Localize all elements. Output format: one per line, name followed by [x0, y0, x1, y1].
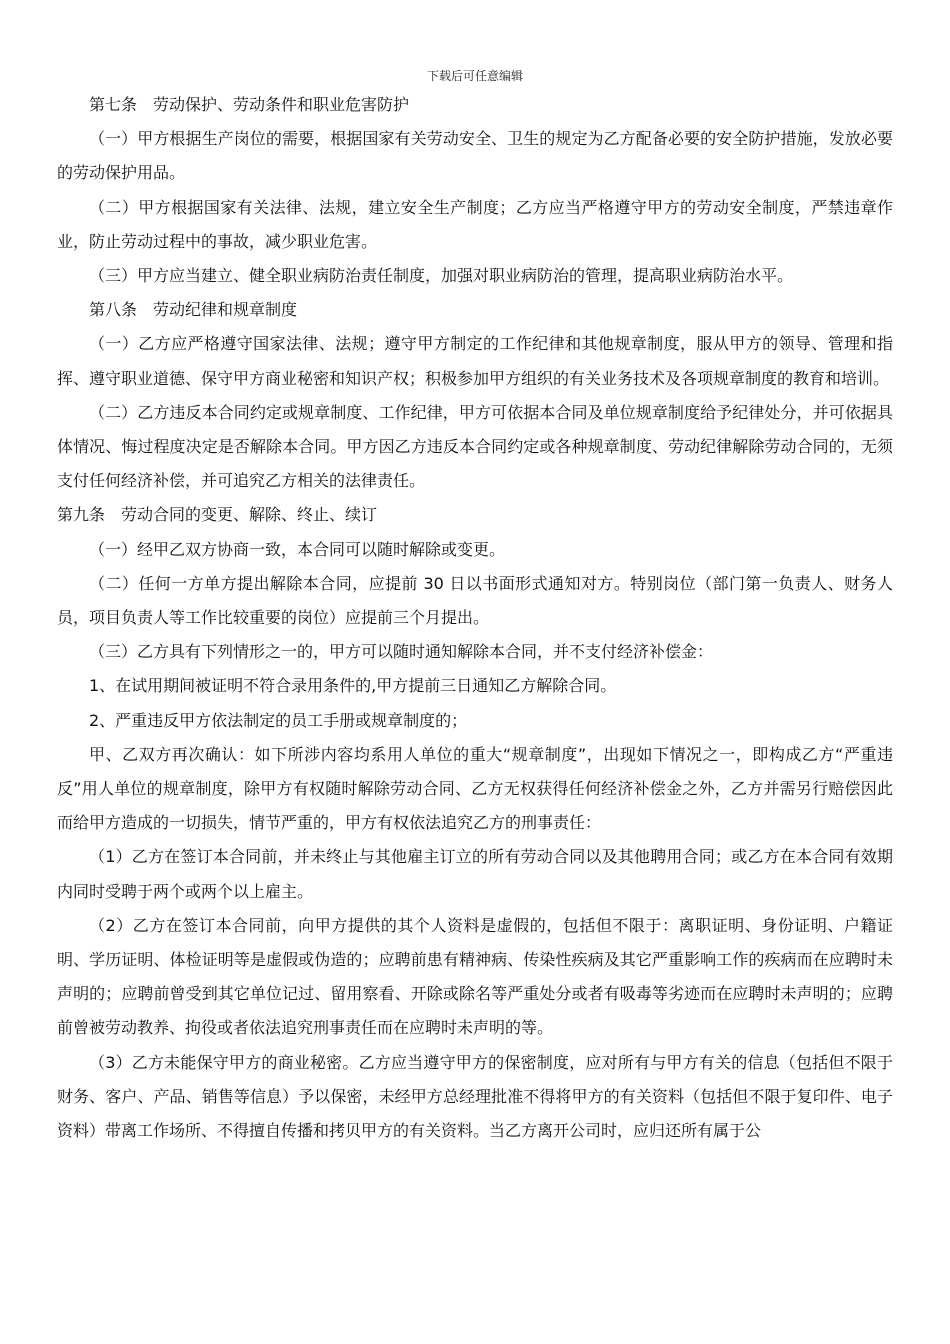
paragraph: （三）甲方应当建立、健全职业病防治责任制度，加强对职业病防治的管理，提高职业病防治水平。	[89, 266, 794, 286]
paragraph: （一）乙方应严格遵守国家法律、法规；遵守甲方制定的工作纪律和其他规章制度，服从甲方的领导、管理和指挥、遵守职业道德、保守甲方商业秘密和知识产权；积极参加甲方组织的有关业务技术及各项规章制度的教育和培训。	[57, 334, 893, 388]
paragraph: （二）甲方根据国家有关法律、法规，建立安全生产制度；乙方应当严格遵守甲方的劳动安全制度，严禁违章作业，防止劳动过程中的事故，减少职业危害。	[57, 197, 893, 251]
paragraph: （二）任何一方单方提出解除本合同，应提前 30 日以书面形式通知对方。特别岗位（部门第一负责人、财务人员，项目负责人等工作比较重要的岗位）应提前三个月提出。	[57, 573, 893, 628]
paragraph: 1、在试用期间被证明不符合录用条件的,甲方提前三日通知乙方解除合同。	[89, 676, 617, 696]
paragraph: 第九条 劳动合同的变更、解除、终止、续订	[57, 505, 378, 525]
document-body	[57, 88, 893, 1148]
paragraph: （三）乙方具有下列情形之一的，甲方可以随时通知解除本合同，并不支付经济补偿金：	[89, 642, 714, 662]
paragraph: （一）经甲乙双方协商一致，本合同可以随时解除或变更。	[89, 539, 506, 559]
paragraph: （一）甲方根据生产岗位的需要，根据国家有关劳动安全、卫生的规定为乙方配备必要的安全防护措施，发放必要的劳动保护用品。	[57, 129, 893, 183]
paragraph: 第八条 劳动纪律和规章制度	[89, 300, 298, 320]
paragraph: 第七条 劳动保护、劳动条件和职业危害防护	[89, 95, 410, 114]
paragraph: （2）乙方在签订本合同前，向甲方提供的其个人资料是虚假的，包括但不限于：离职证明、身份证明、户籍证明、学历证明、体检证明等是虚假或伪造的；应聘前患有精神病、传染性疾病及其它严重影响工作的疾病而在应聘时未声明的；应聘前曾受到其它单位记过、留用察看、开除或除名等严重处分或者有吸毒等劣迹而在应聘时未声明的；应聘前曾被劳动教养、拘役或者依法追究刑事责任而在应聘时未声明的等。	[57, 915, 893, 1038]
paragraph: 2、严重违反甲方依法制定的员工手册或规章制度的；	[89, 710, 468, 730]
paragraph: （3）乙方未能保守甲方的商业秘密。乙方应当遵守甲方的保密制度，应对所有与甲方有关的信息（包括但不限于财务、客户、产品、销售等信息）予以保密，未经甲方总经理批准不得将甲方的有关资料（包括但不限于复印件、电子资料）带离工作场所、不得擅自传播和拷贝甲方的有关资料。当乙方离开公司时，应归还所有属于公	[57, 1052, 893, 1141]
paragraph: （二）乙方违反本合同约定或规章制度、工作纪律，甲方可依据本合同及单位规章制度给予纪律处分，并可依据具体情况、悔过程度决定是否解除本合同。甲方因乙方违反本合同约定或各种规章制度、劳动纪律解除劳动合同的，无须支付任何经济补偿，并可追究乙方相关的法律责任。	[57, 402, 893, 491]
page-header: 下载后可任意编辑	[426, 69, 523, 83]
paragraph: （1）乙方在签订本合同前，并未终止与其他雇主订立的所有劳动合同以及其他聘用合同；或乙方在本合同有效期内同时受聘于两个或两个以上雇主。	[57, 847, 893, 901]
paragraph: 甲、乙双方再次确认：如下所涉内容均系用人单位的重大“规章制度”，出现如下情况之一，即构成乙方“严重违反”用人单位的规章制度，除甲方有权随时解除劳动合同、乙方无权获得任何经济补偿金之外，乙方并需另行赔偿因此而给甲方造成的一切损失，情节严重的，甲方有权依法追究乙方的刑事责任：	[57, 744, 893, 833]
